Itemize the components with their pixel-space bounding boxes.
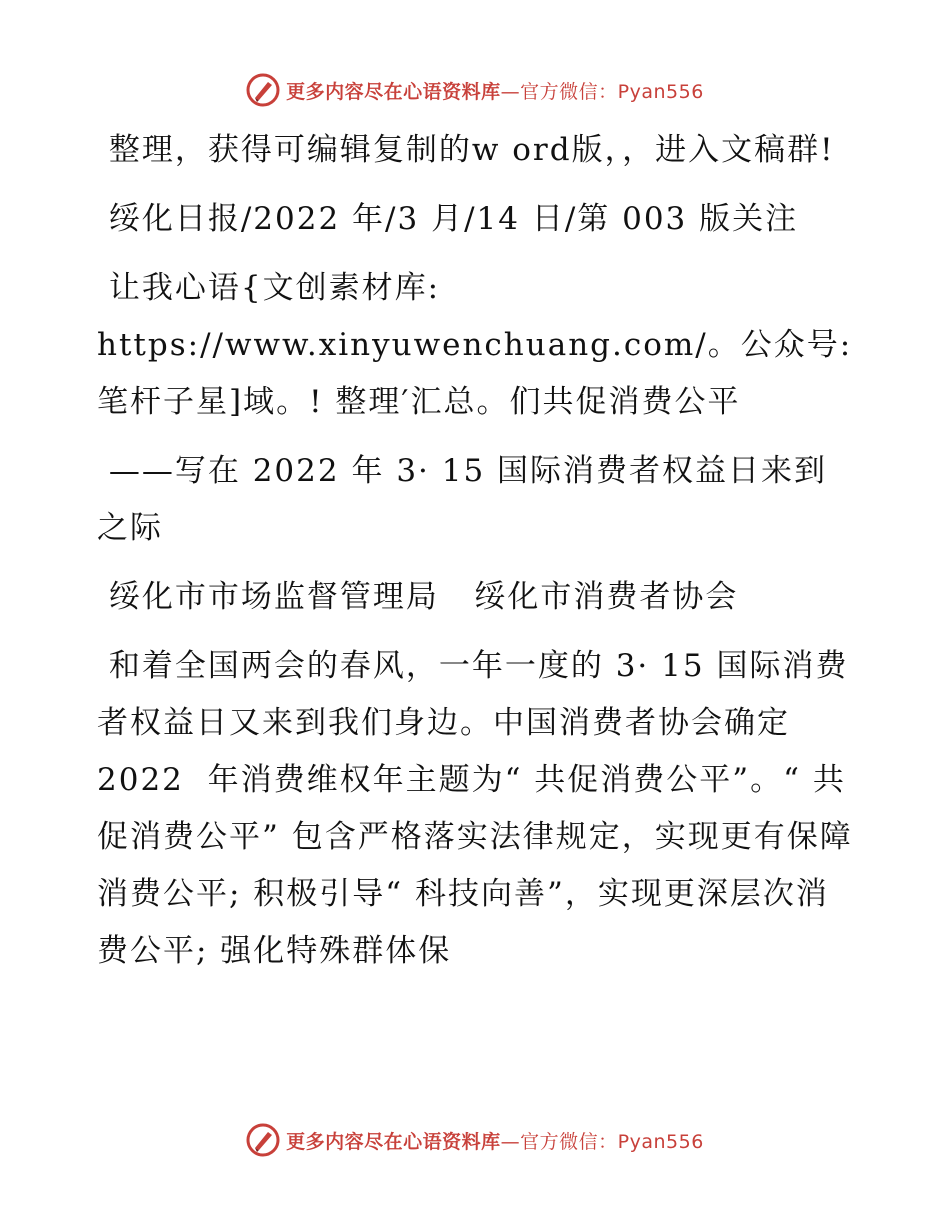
paragraph-main: 和着全国两会的春风，一年一度的 3· 15 国际消费者权益日又来到我们身边。中国消费者协会确定 2022 年消费维权年主题为“ 共促消费公平”。“ 共促消费公平” 包含严格落实法律规定，实现更有保障消费公平; 积极引导“ 科技向善”，实现更深层次消费公平; 强化特殊群体保 bbox=[97, 648, 853, 969]
footer-banner bbox=[0, 1120, 950, 1160]
header-banner bbox=[0, 70, 950, 110]
pen-logo-icon bbox=[246, 1123, 280, 1157]
paragraph-authors: 绥化市市场监督管理局 绥化市消费者协会 bbox=[97, 579, 739, 615]
paragraph-intro: 整理，获得可编辑复制的w ord版，，进入文稿群! bbox=[97, 132, 835, 168]
paragraph-source: 绥化日报/2022 年/3 月/14 日/第 003 版关注 bbox=[97, 201, 799, 237]
footer-banner-text: 更多内容尽在心语资料库—官方微信：Pyan556 bbox=[286, 1130, 704, 1153]
paragraph-subtitle: ——写在 2022 年 3· 15 国际消费者权益日来到之际 bbox=[97, 453, 828, 546]
document-body bbox=[97, 122, 865, 992]
pen-logo-icon bbox=[246, 73, 280, 107]
header-banner-text: 更多内容尽在心语资料库—官方微信：Pyan556 bbox=[286, 80, 704, 103]
paragraph-notice: 让我心语{文创素材库: https://www.xinyuwenchuang.com/。公众号: 笔杆子星]域。! 整理′汇总。们共促消费公平 bbox=[97, 270, 865, 420]
